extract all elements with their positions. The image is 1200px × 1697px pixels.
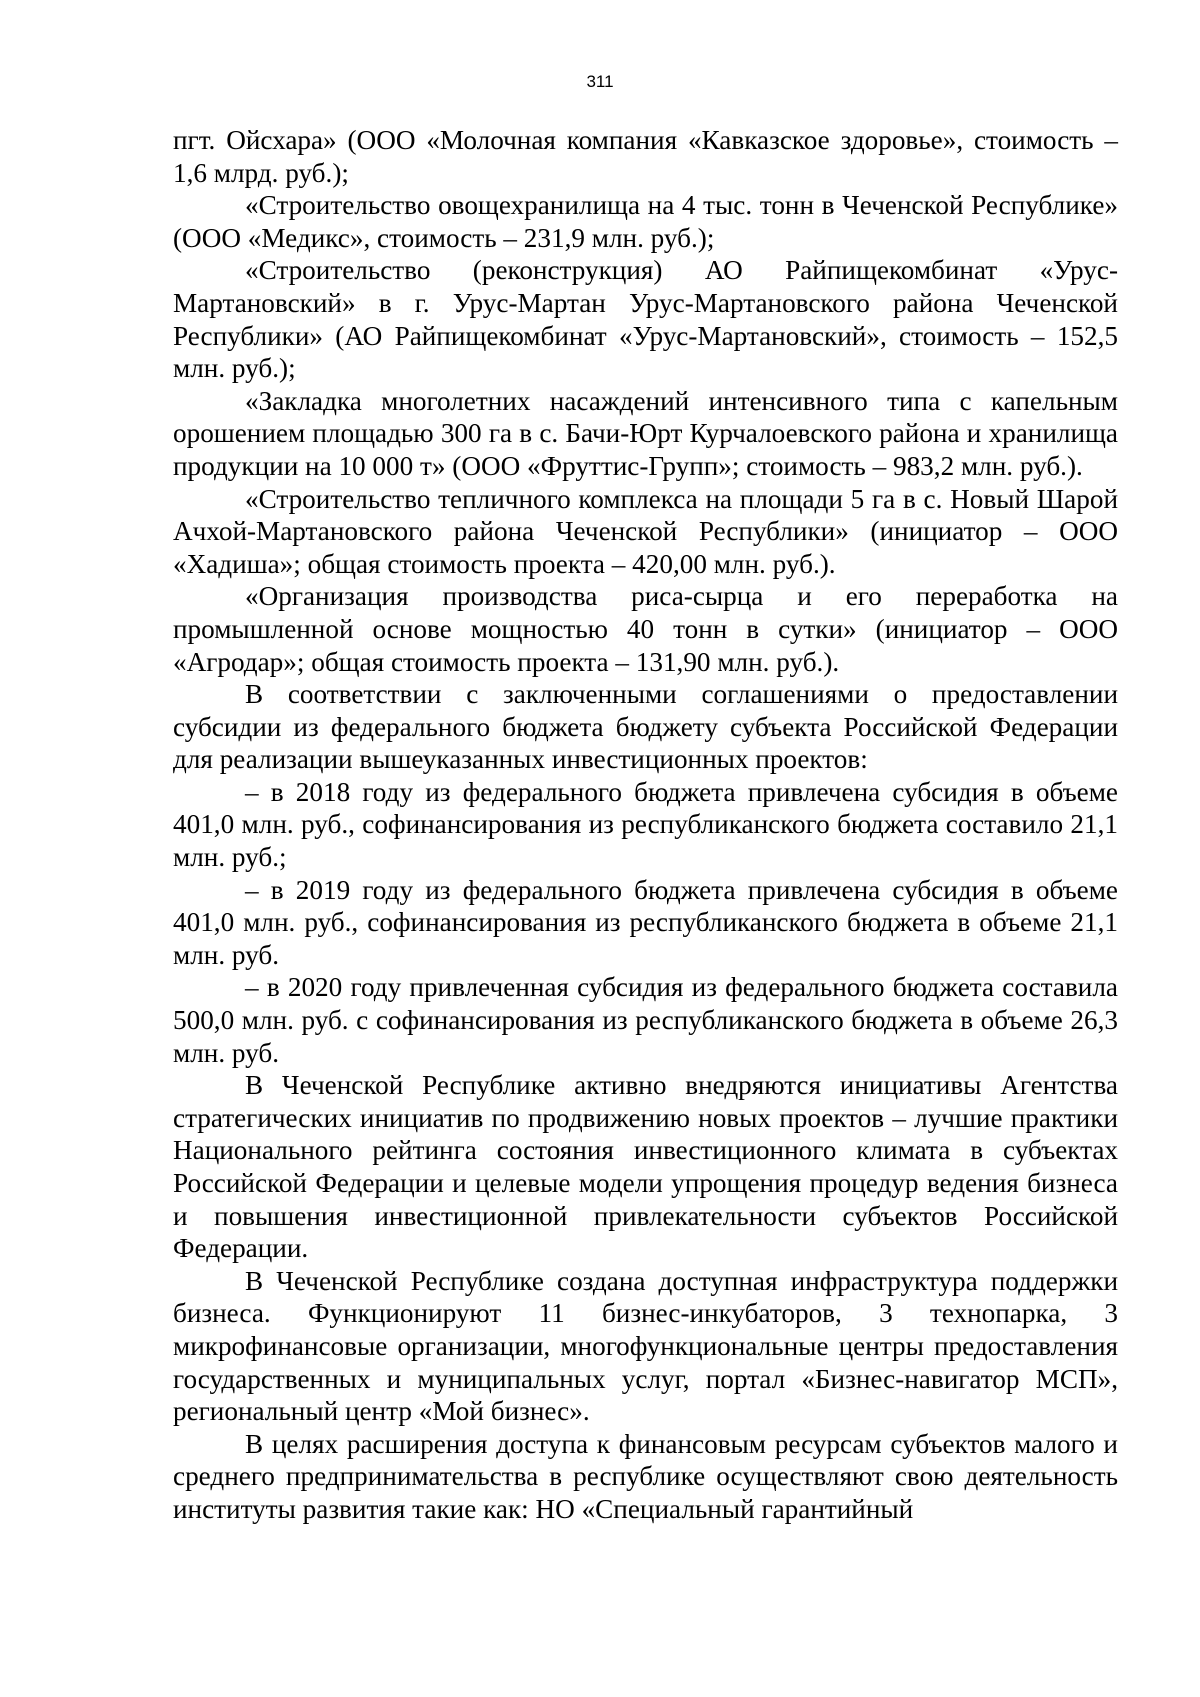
- paragraph-project-rice: «Организация производства риса-сырца и его переработка на промышленной основе мощностью 40 тонн в сутки» (инициатор – ООО «Агродар»; общая стоимость проекта – 131,90 млн. руб.).: [173, 581, 1118, 677]
- paragraph-project-orchard: «Закладка многолетних насаждений интенсивного типа с капельным орошением площадью 300 га в с. Бачи-Юрт Курчалоевского района и хранилища продукции на 10 000 т» (ООО «Фруттис-Групп»; стоимость – 983,2 млн. руб.).: [173, 385, 1118, 481]
- paragraph-project-greenhouse: «Строительство тепличного комплекса на площади 5 га в с. Новый Шарой Ачхой-Мартановского района Чеченской Республики» (инициатор – ООО «Хадиша»; общая стоимость проекта – 420,00 млн. руб.).: [173, 483, 1118, 579]
- paragraph-project-food-plant: «Строительство (реконструкция) АО Райпищекомбинат «Урус-Мартановский» в г. Урус-Мартан Урус-Мартановского района Чеченской Республики» (АО Райпищекомбинат «Урус-Мартановский», стоимость – 152,5 млн. руб.);: [173, 255, 1118, 384]
- page-number: 311: [586, 72, 614, 91]
- paragraph-asi-initiatives: В Чеченской Республике активно внедряются инициативы Агентства стратегических инициатив по продвижению новых проектов – лучшие практики Национального рейтинга состояния инвестиционного климата в субъектах Российской Федерации и целевые модели упрощения процедур ведения бизнеса и повышения инвестиционной привлекательности субъектов Российской Федерации.: [173, 1070, 1118, 1264]
- paragraph-subsidy-2020: – в 2020 году привлеченная субсидия из федерального бюджета составила 500,0 млн. руб. с софинансирования из республиканского бюджета в объеме 26,3 млн. руб.: [173, 972, 1118, 1068]
- paragraph-subsidy-2018: – в 2018 году из федерального бюджета привлечена субсидия в объеме 401,0 млн. руб., софинансирования из республиканского бюджета составило 21,1 млн. руб.;: [173, 776, 1118, 873]
- paragraph-subsidy-2019: – в 2019 году из федерального бюджета привлечена субсидия в объеме 401,0 млн. руб., софинансирования из республиканского бюджета в объеме 21,1 млн. руб.: [173, 874, 1118, 970]
- paragraph-project-vegetable-storage: «Строительство овощехранилища на 4 тыс. тонн в Чеченской Республике» (ООО «Медикс», стоимость – 231,9 млн. руб.);: [173, 190, 1118, 253]
- paragraph-continuation: пгт. Ойсхара» (ООО «Молочная компания «Кавказское здоровье», стоимость – 1,6 млрд. руб.);: [173, 125, 1118, 188]
- paragraph-business-infrastructure: В Чеченской Республике создана доступная инфраструктура поддержки бизнеса. Функционируют 11 бизнес-инкубаторов, 3 технопарка, 3 микрофинансовые организации, многофункциональные центры предоставления государственных и муниципальных услуг, портал «Бизнес-навигатор МСП», региональный центр «Мой бизнес».: [173, 1265, 1118, 1427]
- paragraph-subsidy-agreements: В соответствии с заключенными соглашениями о предоставлении субсидии из федерального бюджета бюджету субъекта Российской Федерации для реализации вышеуказанных инвестиционных проектов:: [173, 679, 1118, 775]
- body-text: [173, 124, 1118, 1526]
- paragraph-financial-access: В целях расширения доступа к финансовым ресурсам субъектов малого и среднего предпринимательства в республике осуществляют свою деятельность институты развития такие как: НО «Специальный гарантийный: [173, 1428, 1118, 1524]
